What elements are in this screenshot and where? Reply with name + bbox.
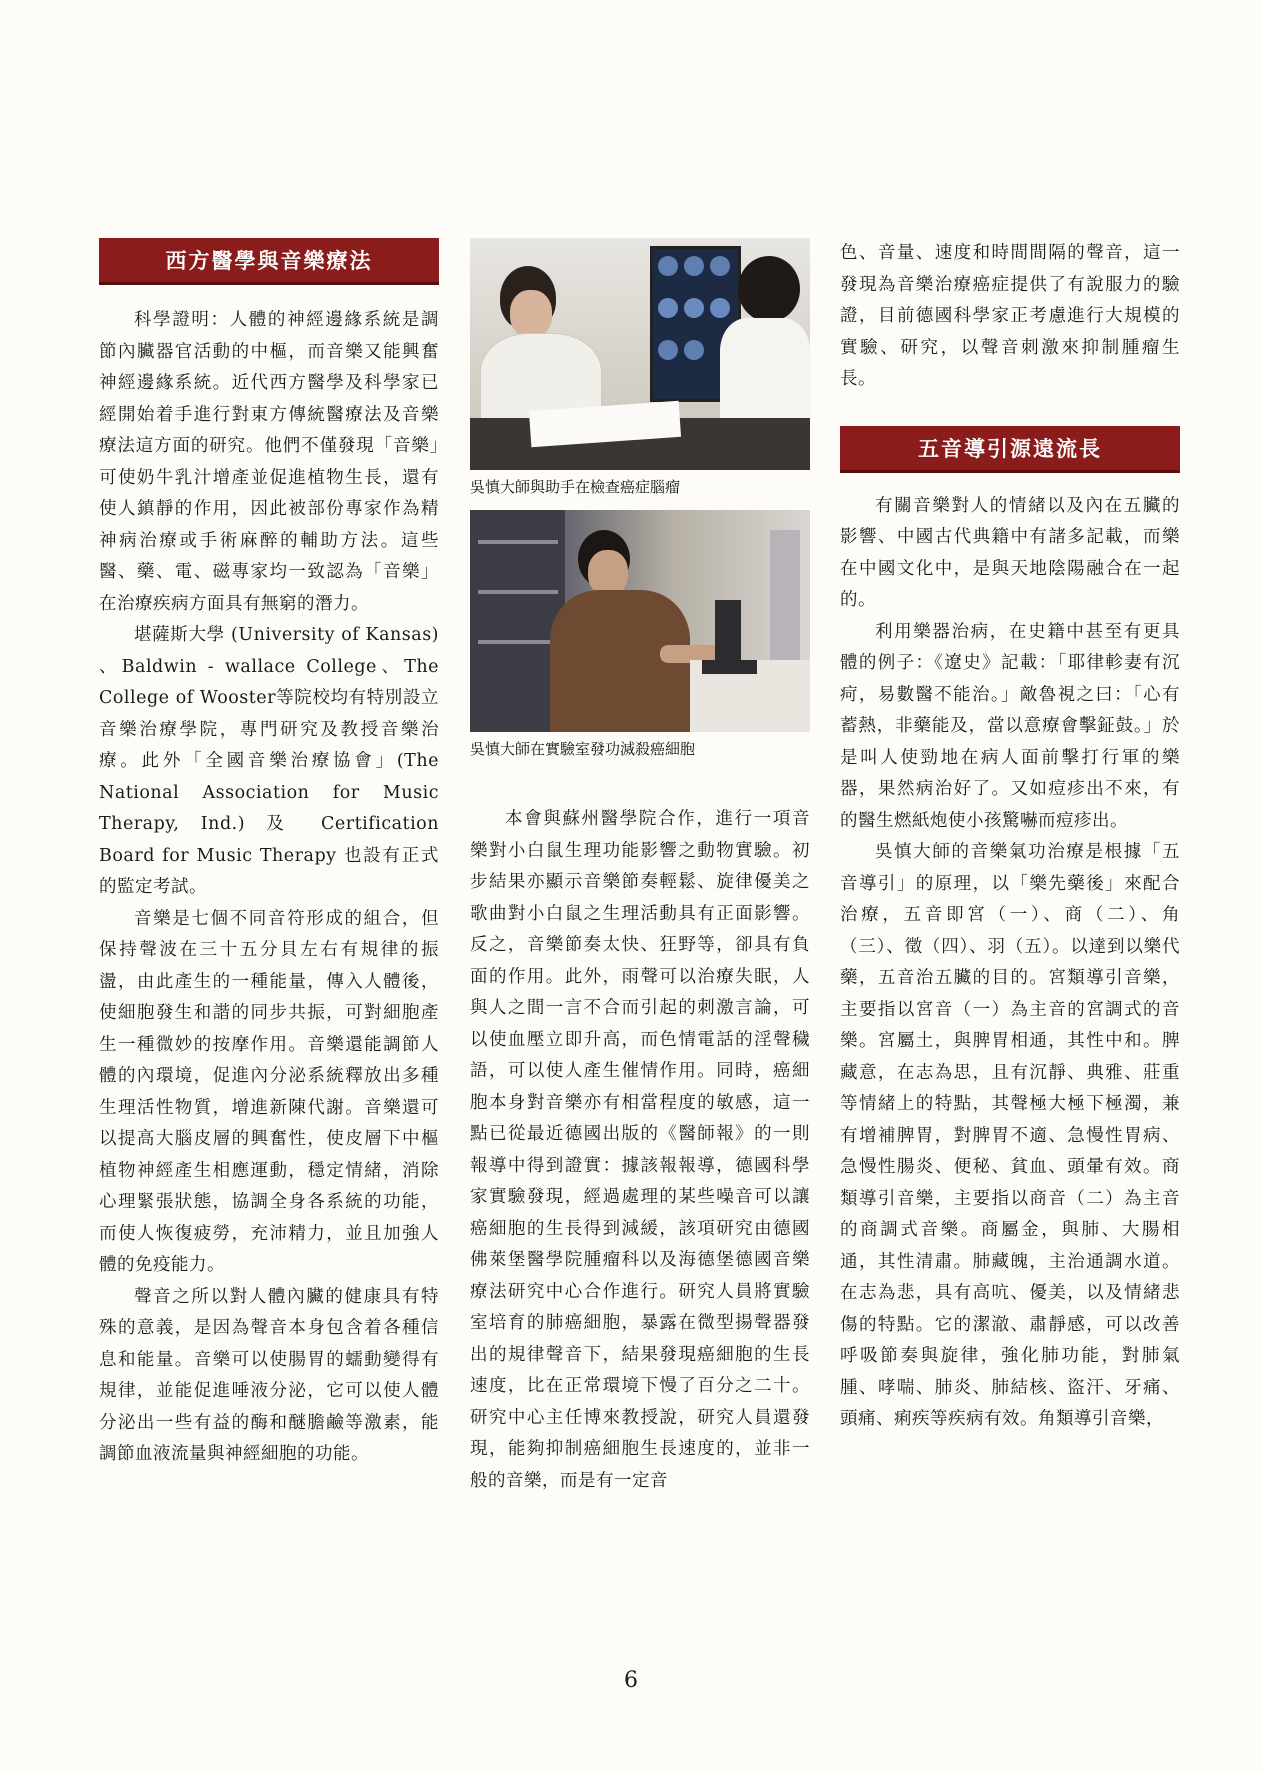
- paragraph: 本會與蘇州醫學院合作，進行一項音樂對小白鼠生理功能影響之動物實驗。初步結果亦顯示音樂節奏輕鬆、旋律優美之歌曲對小白鼠之生理活動具有正面影響。反之，音樂節奏太快、狂野等，卻具有負面的作用。此外，雨聲可以治療失眠，人與人之間一言不合而引起的刺激言論，可以使血壓立即升高，而色情電話的淫聲穢語，可以使人產生催情作用。同時，癌細胞本身對音樂亦有相當程度的敏感，這一點已從最近德國出版的《醫師報》的一則報導中得到證實：據該報報導，德國科學家實驗發現，經過處理的某些噪音可以讓癌細胞的生長得到減緩，該項研究由德國佛萊堡醫學院腫瘤科以及海德堡德國音樂療法研究中心合作進行。研究人員將實驗室培育的肺癌細胞，暴露在微型揚聲器發出的規律聲音下，結果發現癌細胞的生長速度，比在正常環境下慢了百分之二十。研究中心主任博來教授說，研究人員還發現，能夠抑制癌細胞生長速度的，並非一般的音樂，而是有一定音: [470, 809, 810, 1491]
- photo-caption: 吳慎大師在實驗室發功滅殺癌細胞: [470, 740, 696, 758]
- paragraph: 吳慎大師的音樂氣功治療是根據「五音導引」的原理，以「樂先藥後」來配合治療，五音即宮（一）、商（二）、角（三）、徵（四）、羽（五）。以達到以樂代藥，五音治五臟的目的。宮類導引音樂，主要指以宮音（一）為主音的宮調式的音樂。宮屬土，與脾胃相通，其性中和。脾藏意，在志為思，且有沉靜、典雅、莊重等情緒上的特點，其聲極大極下極濁，兼有增補脾胃，對脾胃不適、急慢性胃病、急慢性腸炎、便秘、貧血、頭暈有效。商類導引音樂，主要指以商音（二）為主音的商調式音樂。商屬金，與肺、大腸相通，其性清肅。肺藏魄，主治通調水道。在志為悲，具有高吭、優美，以及情緒悲傷的特點。它的潔澈、肅靜感，可以改善呼吸節奏與旋律，強化肺功能，對肺氣腫、哮喘、肺炎、肺結核、盜汗、牙痛、頭痛、痢疾等疾病有效。角類導引音樂，: [840, 842, 1180, 1429]
- page-number: 6: [624, 1668, 638, 1693]
- right-column: [840, 238, 1180, 1436]
- section-heading-western-medicine: 西方醫學與音樂療法: [99, 238, 439, 285]
- paragraph: 音樂是七個不同音符形成的組合，但保持聲波在三十五分貝左右有規律的振盪，由此產生的一種能量，傳入人體後，使細胞發生和諧的同步共振，可對細胞產生一種微妙的按摩作用。音樂還能調節人體的內環境，促進內分泌系統釋放出多種生理活性物質，增進新陳代謝。音樂還可以提高大腦皮層的興奮性，使皮層下中樞植物神經產生相應運動，穩定情緒，消除心理緊張狀態，協調全身各系統的功能，而使人恢復疲勞，充沛精力，並且加強人體的免疫能力。: [99, 908, 439, 1275]
- paragraph: 聲音之所以對人體內臟的健康具有特殊的意義，是因為聲音本身包含着各種信息和能量。音樂可以使腸胃的蠕動變得有規律，並能促進唾液分泌，它可以使人體分泌出一些有益的酶和醚膽鹼等激素，能調節血液流量與神經細胞的功能。: [99, 1286, 439, 1464]
- left-column: [99, 238, 439, 1471]
- paragraph: 堪薩斯大學 (University of Kansas) 、Baldwin - wallace College、The College of Wooster等院校均有特別設立音樂治療學院，專門研究及教授音樂治療。此外「全國音樂治療協會」(The National Association for Music Therapy, Ind.) 及 Certification Board for Music Therapy 也設有正式的監定考試。: [99, 625, 439, 897]
- paragraph-continuation: 色、音量、速度和時間間隔的聲音，這一發現為音樂治療癌症提供了有說服力的驗證，目前德國科學家正考慮進行大規模的實驗、研究，以聲音刺激來抑制腫瘤生長。: [840, 243, 1180, 389]
- photo-laboratory-qigong: [470, 510, 810, 732]
- paragraph: 科學證明：人體的神經邊緣系統是調節內臟器官活動的中樞，而音樂又能興奮神經邊緣系統。近代西方醫學及科學家已經開始着手進行對東方傳統醫療法及音樂療法這方面的研究。他們不僅發現「音樂」可使奶牛乳汁增產並促進植物生長，還有使人鎮靜的作用，因此被部份專家作為精神病治療或手術麻醉的輔助方法。這些醫、藥、電、磁專家均一致認為「音樂」在治療疾病方面具有無窮的潛力。: [99, 310, 439, 614]
- middle-column: [470, 238, 810, 1497]
- middle-column-text: [470, 804, 810, 1497]
- section-heading-five-tones: 五音導引源遠流長: [840, 426, 1180, 473]
- photo-caption: 吳慎大師與助手在檢查癌症腦瘤: [470, 478, 681, 496]
- paragraph: 有關音樂對人的情緒以及內在五臟的影響、中國古代典籍中有諸多記載，而樂在中國文化中，是與天地陰陽融合在一起的。: [840, 495, 1180, 610]
- paragraph: 利用樂器治病，在史籍中甚至有更具體的例子：《遼史》記載：「耶律軫妻有沉疴，易數醫不能治。」敵魯視之曰：「心有蓄熱，非藥能及，當以意療會擊鉦鼓。」於是叫人使勁地在病人面前擊打行軍的樂器，果然病治好了。又如痘疹出不來，有的醫生燃紙炮使小孩驚嚇而痘疹出。: [840, 621, 1180, 831]
- photo-brain-tumor-exam: [470, 238, 810, 470]
